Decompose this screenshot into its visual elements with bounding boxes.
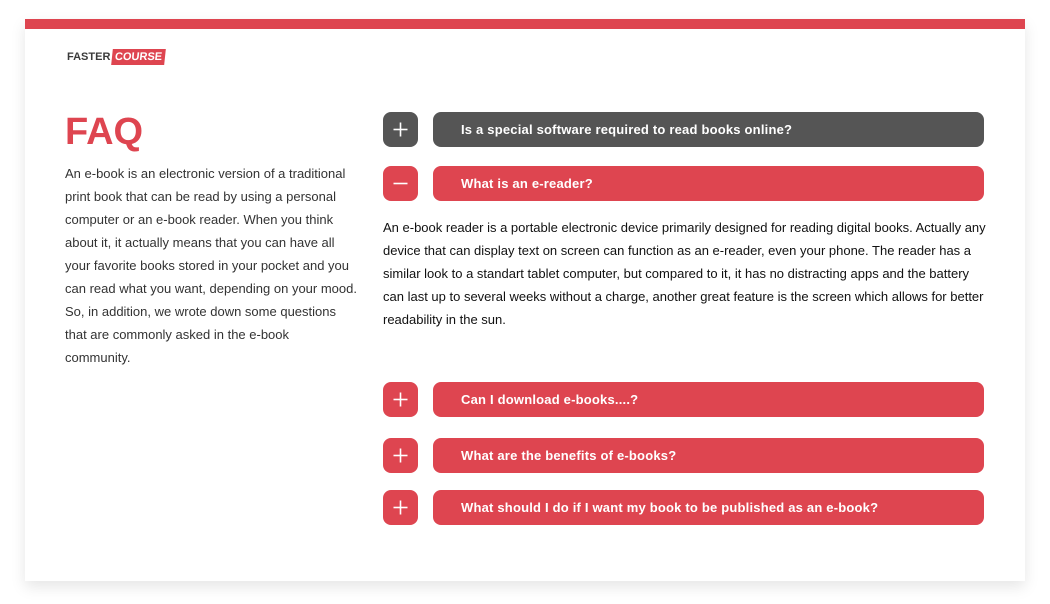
faq-answer: An e-book reader is a portable electronic device primarily designed for reading digital books. Actually any device that can display text on screen can function as an e-reader, even your phone. The reader has a similar look to a standart tablet computer, but compared to it, it has no distracting apps and the battery can last up to several weeks without a charge, another great feature is the screen which allows for better readability in the sun. — [383, 220, 986, 327]
collapse-toggle-ereader[interactable] — [383, 166, 418, 201]
faq-item-ereader — [383, 166, 984, 201]
faq-item-publish — [383, 490, 984, 525]
faq-card — [25, 19, 1025, 581]
top-accent-bar — [25, 19, 1025, 29]
faq-item-download — [383, 382, 984, 417]
faq-question[interactable]: What should I do if I want my book to be published as an e-book? — [433, 490, 984, 525]
expand-toggle-publish[interactable] — [383, 490, 418, 525]
plus-icon — [393, 500, 408, 515]
expand-toggle-download[interactable] — [383, 382, 418, 417]
page-title: FAQ — [65, 111, 144, 153]
intro-text: An e-book is an electronic version of a traditional print book that can be read by using a personal computer or an e-book reader. When you think about it, it actually means that you can have all your favorite books stored in your pocket and you can read what you want, depending on your mood. So, in addition, we wrote down some questions that are commonly asked in the e-book community. — [65, 166, 357, 365]
faq-question[interactable]: Is a special software required to read books online? — [433, 112, 984, 147]
logo-text-faster: FASTER — [67, 51, 111, 63]
plus-icon — [393, 122, 408, 137]
minus-icon — [393, 176, 408, 191]
expand-toggle-benefits[interactable] — [383, 438, 418, 473]
expand-toggle-software[interactable] — [383, 112, 418, 147]
plus-icon — [393, 448, 408, 463]
logo-text-course: COURSE — [112, 49, 167, 65]
logo[interactable] — [67, 48, 165, 66]
faq-question[interactable]: What are the benefits of e-books? — [433, 438, 984, 473]
faq-item-benefits — [383, 438, 984, 473]
faq-item-software — [383, 112, 984, 147]
plus-icon — [393, 392, 408, 407]
faq-question[interactable]: Can I download e-books....? — [433, 382, 984, 417]
faq-question[interactable]: What is an e-reader? — [433, 166, 984, 201]
